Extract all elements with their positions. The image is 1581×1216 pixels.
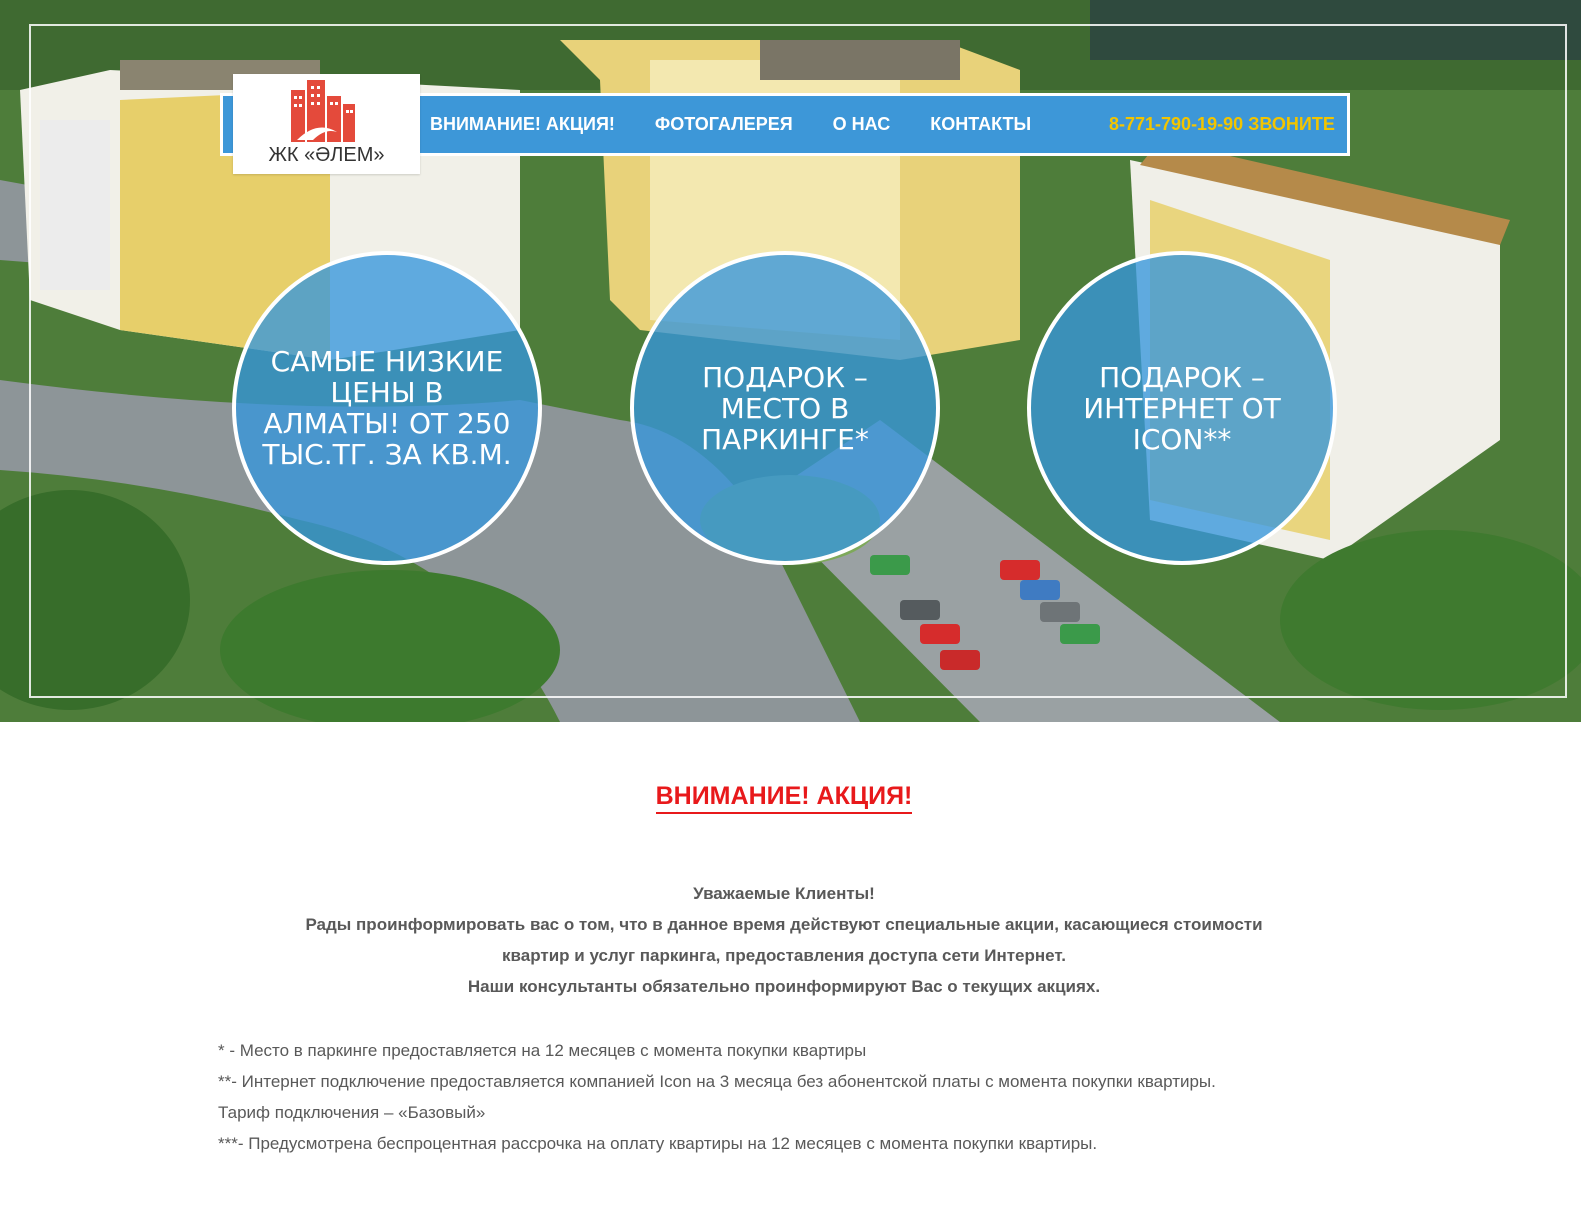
nav-menu — [430, 93, 1071, 156]
promo-circle-text: САМЫЕ НИЗКИЕ ЦЕНЫ В АЛМАТЫ! ОТ 250 ТЫС.ТГ. ЗА КВ.М. — [262, 345, 512, 471]
intro-line: Уважаемые Клиенты! — [693, 884, 875, 903]
promo-circle-prices — [232, 251, 542, 565]
nav-link-about[interactable]: О НАС — [832, 114, 891, 134]
site-logo[interactable] — [233, 74, 420, 174]
intro-text — [184, 878, 1384, 1002]
intro-line: Рады проинформировать вас о том, что в данное время действуют специальные акции, касающиеся стоимости — [305, 915, 1263, 934]
promo-circle-text: ПОДАРОК – ИНТЕРНЕТ ОТ ICON** — [1083, 360, 1281, 456]
building-logo-icon — [233, 74, 420, 146]
promo-circle-parking — [630, 251, 940, 565]
footnote-line: * - Место в паркинге предоставляется на 12 месяцев с момента покупки квартиры — [218, 1041, 867, 1060]
footnotes — [218, 1035, 1368, 1159]
promo-circle-internet — [1027, 251, 1337, 565]
intro-line: Наши консультанты обязательно проинформируют Вас о текущих акциях. — [467, 977, 1101, 996]
footnote-line: **- Интернет подключение предоставляется компанией Icon на 3 месяца без абонентской платы с момента покупки квартиры. — [218, 1072, 1216, 1091]
section-title-text: ВНИМАНИЕ! АКЦИЯ! — [656, 782, 913, 814]
section-title — [0, 782, 1568, 811]
intro-line: квартир и услуг паркинга, предоставления доступа сети Интернет. — [502, 946, 1066, 965]
nav-phone[interactable]: 8-771-790-19-90 ЗВОНИТЕ — [1109, 114, 1335, 134]
nav-link-promo[interactable]: ВНИМАНИЕ! АКЦИЯ! — [430, 114, 615, 134]
nav-link-gallery[interactable]: ФОТОГАЛЕРЕЯ — [654, 114, 793, 134]
promo-circle-text: ПОДАРОК – МЕСТО В ПАРКИНГЕ* — [701, 360, 869, 456]
nav-link-contacts[interactable]: КОНТАКТЫ — [930, 114, 1032, 134]
footnote-line: ***- Предусмотрена беспроцентная рассрочка на оплату квартиры на 12 месяцев с момента покупки квартиры. — [218, 1134, 1098, 1153]
logo-text: ЖК «ӘЛЕМ» — [268, 144, 385, 166]
footnote-line: Тариф подключения – «Базовый» — [218, 1103, 486, 1122]
